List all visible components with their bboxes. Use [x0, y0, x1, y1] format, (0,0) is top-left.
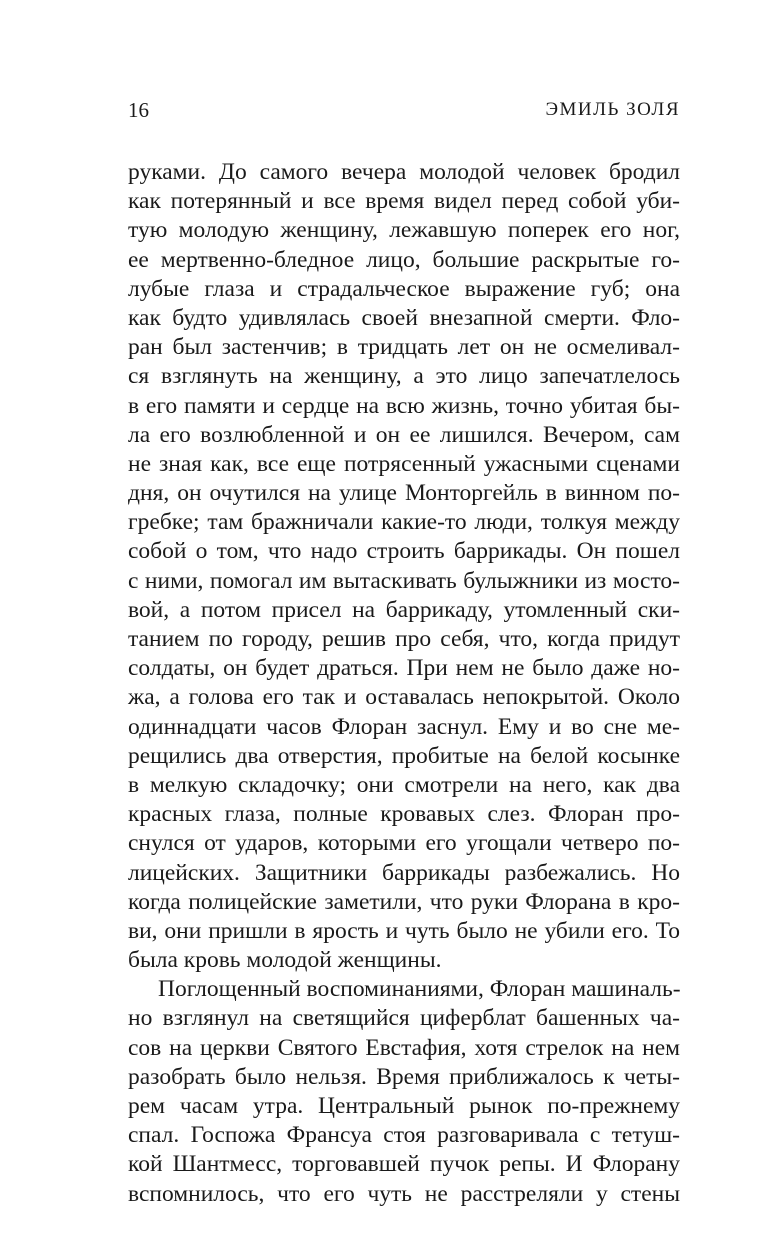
text-line: разобрать было нельзя. Время приближалось к четы- [128, 1063, 680, 1090]
text-line: руками. До самого вечера молодой человек бродил [128, 159, 680, 185]
running-head [128, 96, 680, 124]
text-line: собой о том, что надо строить баррикады. Он пошел [128, 538, 680, 565]
text-line: в его памяти и сердце на всю жизнь, точно убитая бы- [128, 392, 680, 419]
body-text [128, 158, 680, 1209]
text-line: рещились два отверстия, пробитые на белой косынке [128, 742, 680, 769]
running-head-author: ЭМИЛЬ ЗОЛЯ [545, 99, 680, 120]
text-line: была кровь молодой женщины. [128, 947, 442, 974]
text-line: Поглощенный воспоминаниями, Флоран машиналь- [158, 976, 681, 1003]
text-line: дня, он очутился на улице Монторгейль в винном по- [128, 480, 680, 507]
text-line: с ними, помогал им вытаскивать булыжники из мосто- [128, 567, 680, 594]
text-line: ся взглянуть на женщину, а это лицо запечатлелось [128, 363, 680, 390]
text-line: как будто удивлялась своей внезапной смерти. Фло- [128, 304, 680, 331]
text-line: вой, а потом присел на баррикаду, утомленный ски- [128, 596, 680, 623]
text-line: вспомнилось, что его чуть не расстреляли у стены [128, 1180, 680, 1207]
text-line: тую молодую женщину, лежавшую поперек его ног, [128, 217, 680, 244]
text-line: не зная как, все еще потрясенный ужасными сценами [128, 450, 680, 477]
text-line: одиннадцати часов Флоран заснул. Ему и во сне ме- [128, 713, 680, 740]
text-line: но взглянул на светящийся циферблат башенных ча- [128, 1005, 680, 1032]
paragraph [128, 975, 680, 1209]
text-line: снулся от ударов, которыми его угощали четверо по- [128, 830, 680, 857]
text-line: танием по городу, решив про себя, что, когда придут [128, 626, 680, 652]
text-line: ее мертвенно-бледное лицо, большие раскрытые го- [128, 246, 680, 273]
text-line: красных глаза, полные кровавых слез. Флоран про- [128, 801, 680, 828]
text-line: гребке; там бражничали какие-то люди, толкуя между [128, 509, 680, 536]
text-line: в мелкую складочку; они смотрели на него, как два [128, 771, 680, 798]
text-line: кой Шантмесс, торговавшей пучок репы. И Флорану [128, 1151, 680, 1178]
text-line: как потерянный и все время видел перед собой уби- [128, 188, 680, 215]
text-line: спал. Госпожа Франсуа стоя разговаривала с тетуш- [128, 1122, 680, 1149]
text-line: сов на церкви Святого Евстафия, хотя стрелок на нем [128, 1034, 680, 1061]
text-line: когда полицейские заметили, что руки Флорана в кро- [128, 888, 680, 915]
text-line: ла его возлюбленной и он ее лишился. Вечером, сам [128, 421, 680, 448]
text-line: жа, а голова его так и оставалась непокрытой. Около [128, 684, 680, 711]
text-line: лубые глаза и страдальческое выражение губ; она [128, 275, 680, 302]
text-line: ви, они пришли в ярость и чуть было не убили его. То [128, 917, 680, 944]
text-line: рем часам утра. Центральный рынок по-прежнему [128, 1093, 680, 1119]
paragraph [128, 158, 680, 975]
text-line: солдаты, он будет драться. При нем не было даже но- [128, 655, 680, 682]
text-line: ран был застенчив; в тридцать лет он не осмеливал- [128, 334, 680, 361]
page-number: 16 [128, 98, 149, 122]
text-line: лицейских. Защитники баррикады разбежались. Но [128, 859, 680, 886]
